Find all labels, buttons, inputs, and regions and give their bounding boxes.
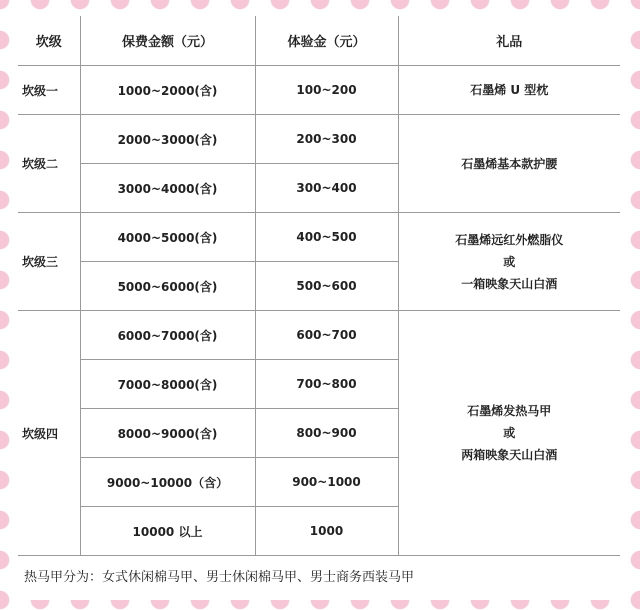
header-gift: 礼品 (398, 16, 620, 66)
gift-line: 石墨烯 U 型枕 (470, 83, 549, 97)
premium-cell: 2000~3000(含) (80, 115, 255, 164)
tier-label: 坎级四 (18, 311, 80, 556)
trial-cell: 100~200 (255, 66, 398, 115)
premium-cell: 7000~8000(含) (80, 360, 255, 409)
trial-cell: 200~300 (255, 115, 398, 164)
gift-line: 石墨烯远红外燃脂仪 (455, 232, 564, 247)
gift-table-panel (18, 10, 620, 600)
trial-cell: 1000 (255, 507, 398, 556)
gift-cell (398, 213, 620, 311)
tier-label: 坎级三 (18, 213, 80, 311)
header-trial: 体验金（元） (255, 16, 398, 66)
gift-cell (398, 115, 620, 213)
trial-cell: 600~700 (255, 311, 398, 360)
premium-cell: 5000~6000(含) (80, 262, 255, 311)
premium-cell: 9000~10000（含） (80, 458, 255, 507)
footnote: 热马甲分为：女式休闲棉马甲、男士休闲棉马甲、男士商务西装马甲 (24, 570, 415, 585)
table-row (18, 115, 620, 164)
gift-line: 一箱映象天山白酒 (461, 276, 558, 291)
trial-cell: 800~900 (255, 409, 398, 458)
table-row (18, 311, 620, 360)
premium-cell: 6000~7000(含) (80, 311, 255, 360)
trial-cell: 300~400 (255, 164, 398, 213)
gift-tier-table (18, 16, 620, 556)
tier-label: 坎级二 (18, 115, 80, 213)
header-premium: 保费金额（元） (80, 16, 255, 66)
premium-cell: 3000~4000(含) (80, 164, 255, 213)
gift-cell (398, 66, 620, 115)
trial-cell: 900~1000 (255, 458, 398, 507)
gift-or: 或 (503, 426, 516, 440)
gift-line: 两箱映象天山白酒 (461, 448, 558, 462)
trial-cell: 700~800 (255, 360, 398, 409)
gift-line: 石墨烯基本款护腰 (461, 156, 558, 171)
trial-cell: 500~600 (255, 262, 398, 311)
table-header-row (18, 16, 620, 66)
gift-cell (398, 311, 620, 556)
table-row (18, 213, 620, 262)
header-tier: 坎级 (18, 16, 80, 66)
premium-cell: 8000~9000(含) (80, 409, 255, 458)
table-row (18, 66, 620, 115)
premium-cell: 10000 以上 (80, 507, 255, 556)
trial-cell: 400~500 (255, 213, 398, 262)
premium-cell: 4000~5000(含) (80, 213, 255, 262)
tier-label: 坎级一 (18, 66, 80, 115)
premium-cell: 1000~2000(含) (80, 66, 255, 115)
gift-line: 石墨烯发热马甲 (467, 404, 552, 418)
gift-or: 或 (503, 254, 516, 269)
